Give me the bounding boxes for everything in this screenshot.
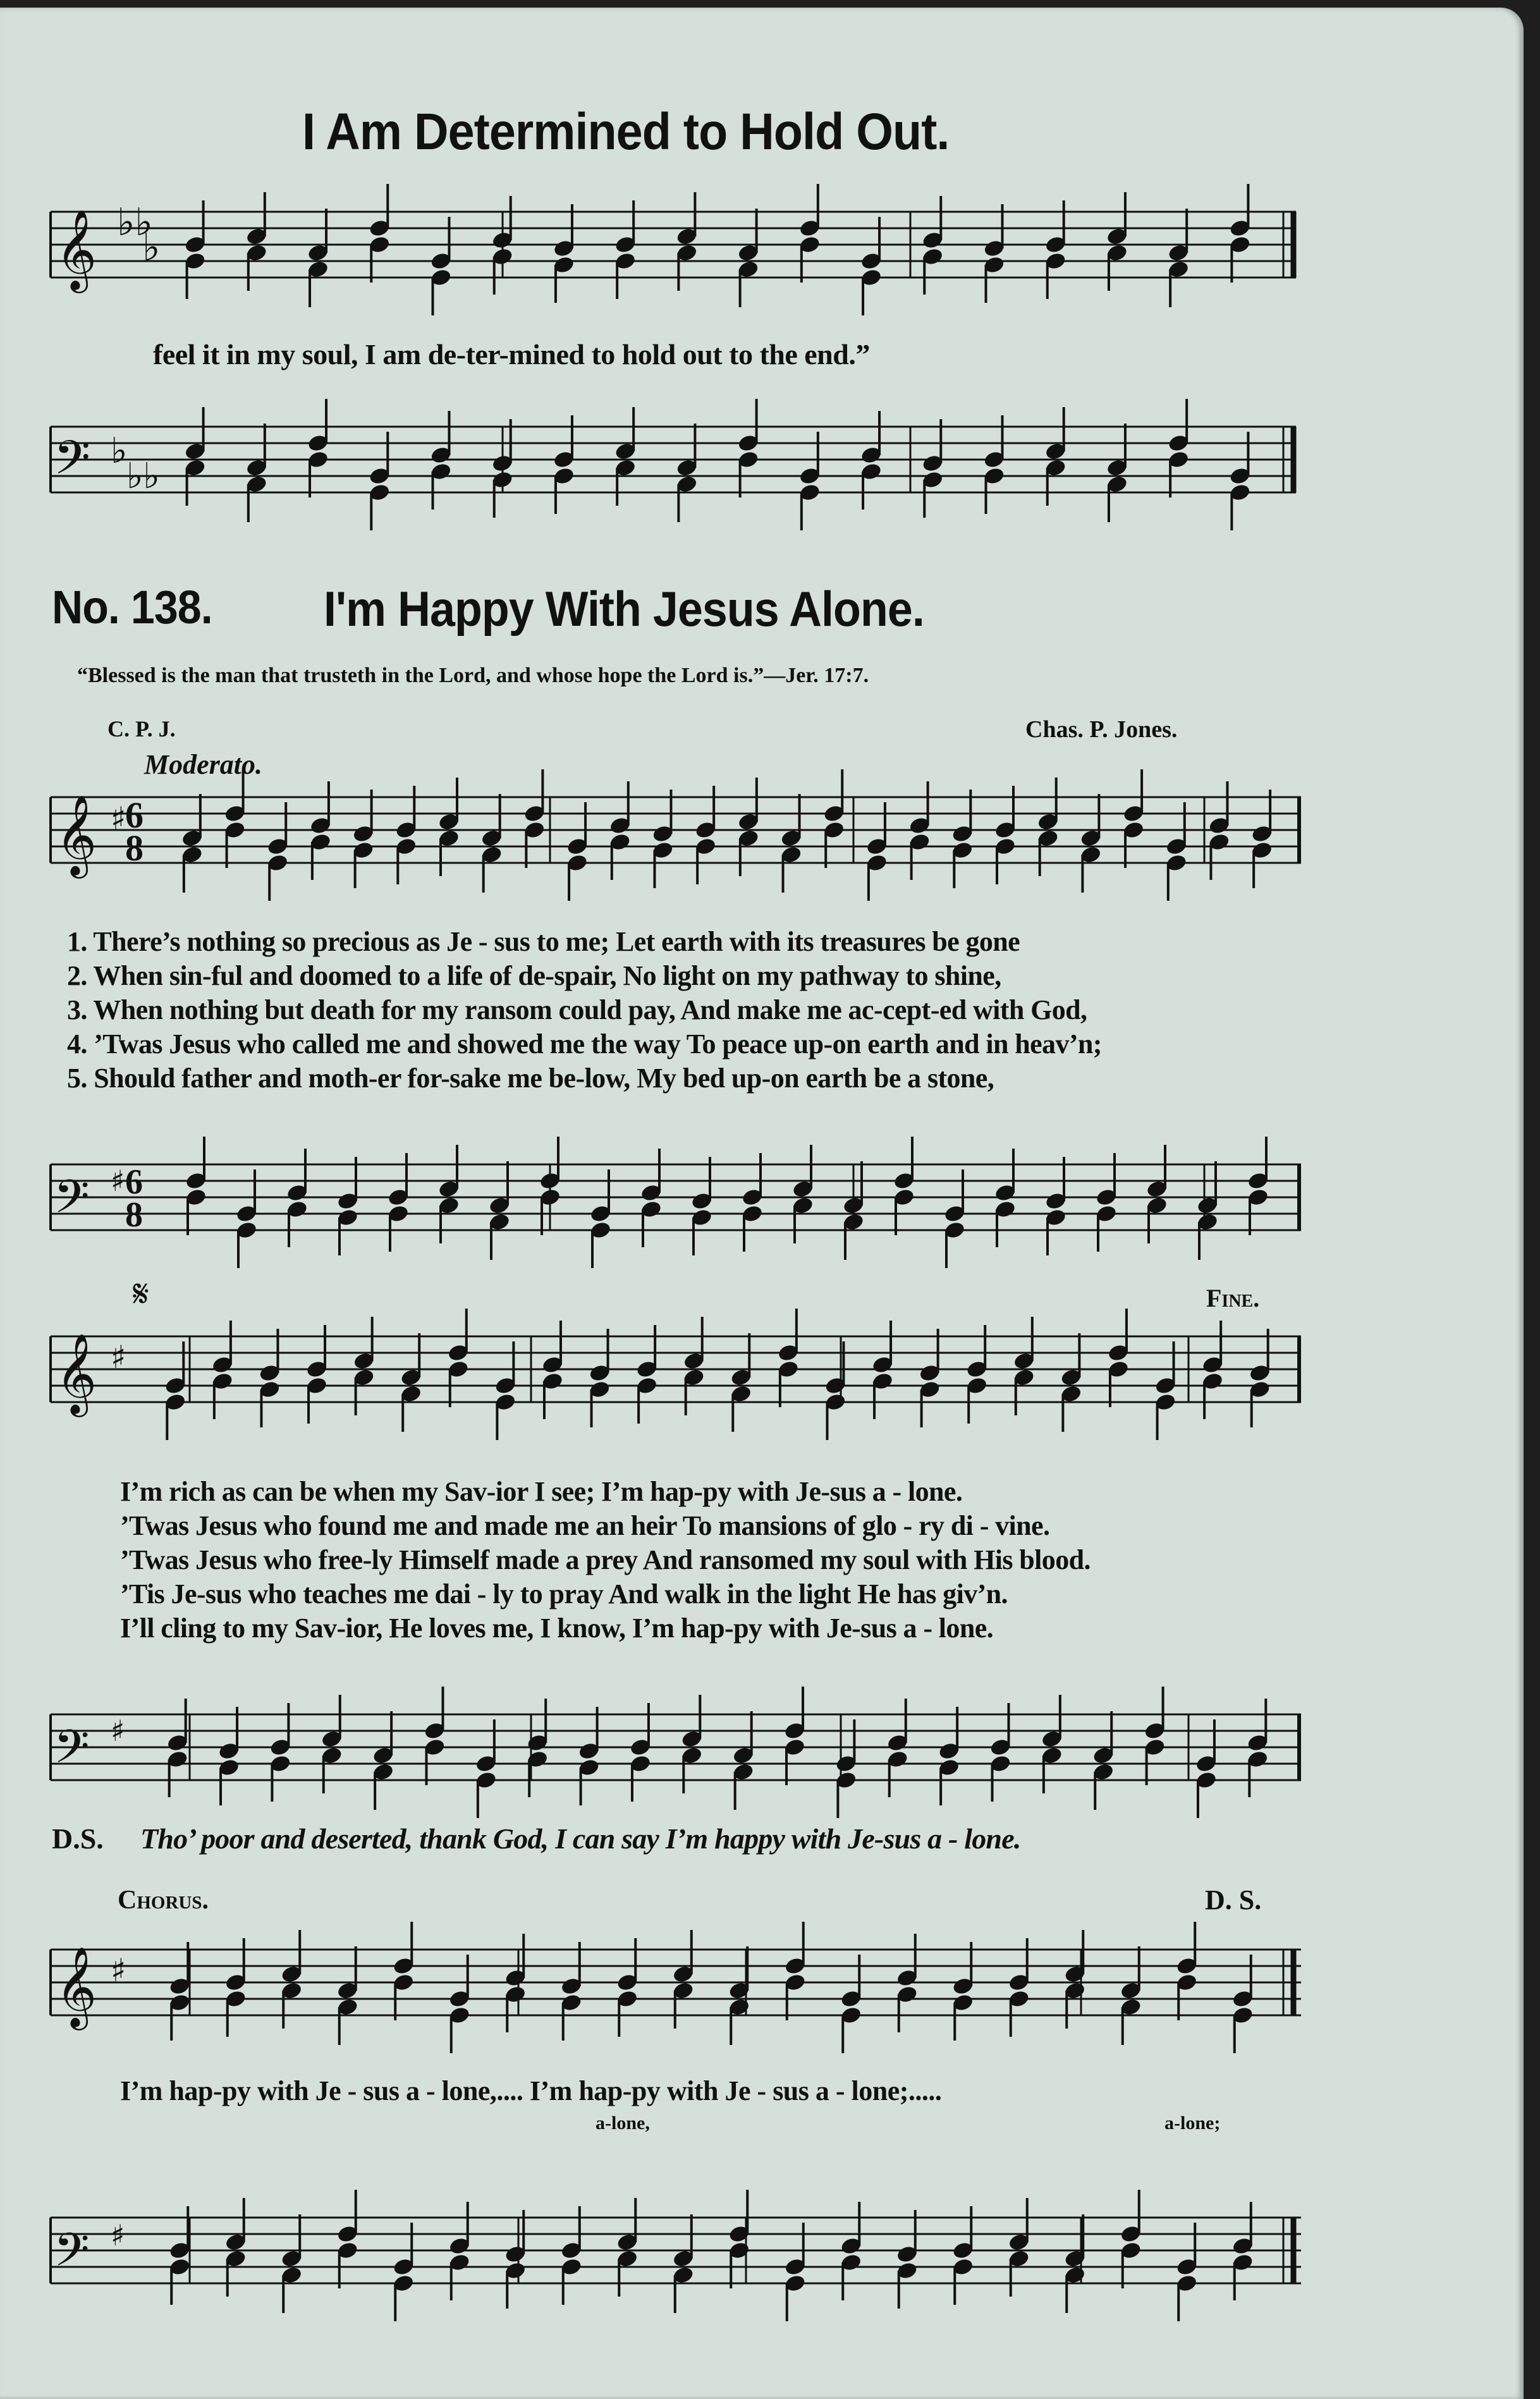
svg-text:♯: ♯ <box>111 1714 125 1748</box>
chorus-label: Chorus. <box>118 1886 209 1915</box>
svg-text:𝄢: 𝄢 <box>54 1719 90 1785</box>
svg-text:♭♭: ♭♭ <box>117 200 153 245</box>
verse-5-line-a: 5. Should father and moth-er for-sake me be-low, My bed up-on earth be a stone, <box>67 1063 994 1094</box>
time-signature-bottom-1: 8 <box>125 827 144 869</box>
ds-lyric: Tho’ poor and deserted, thank God, I can say I’m happy with Je-sus a - lone. <box>140 1822 1021 1855</box>
verse-3-line-b: ’Twas Jesus who free-ly Himself made a prey And ransomed my soul with His blood. <box>120 1544 1091 1575</box>
verse-2-line-a: 2. When sin-ful and doomed to a life of de-spair, No light on my pathway to shine, <box>67 960 1001 991</box>
svg-text:♯: ♯ <box>111 1952 126 1989</box>
chorus-lyrics: I’m hap-py with Je - sus a - lone,.... I’m hap-py with Je - sus a - lone;..... <box>120 2075 942 2106</box>
svg-text:♯: ♯ <box>111 800 126 837</box>
time-signature-top-2: 6 <box>125 1163 143 1202</box>
segno-sign: 𝄋 <box>133 1272 149 1316</box>
svg-text:♯: ♯ <box>111 2218 125 2252</box>
verse-4-line-a: 4. ’Twas Jesus who called me and showed me the way To peace up-on earth and in heav’n; <box>67 1029 1102 1059</box>
hymnal-page <box>0 8 1524 2399</box>
chorus-echo-1: a-lone, <box>596 2113 650 2133</box>
author-initials: C. P. J. <box>107 716 176 742</box>
svg-text:𝄢: 𝄢 <box>54 2223 90 2288</box>
svg-text:♭: ♭ <box>111 430 128 472</box>
verse-4-line-b: ’Tis Je-sus who teaches me dai - ly to pray And walk in the light He has giv’n. <box>120 1578 1008 1609</box>
ds-label: D.S. <box>52 1822 104 1855</box>
svg-text:𝄢: 𝄢 <box>54 1169 90 1235</box>
svg-text:𝄢: 𝄢 <box>54 430 90 497</box>
tempo-marking: Moderato. <box>144 749 262 780</box>
verse-1-line-a: 1. There’s nothing so precious as Je - sus to me; Let earth with its treasures be gone <box>67 926 1020 957</box>
time-signature-bottom-2: 8 <box>125 1195 143 1235</box>
top-song-closing-lyrics: feel it in my soul, I am de-ter-mined to hold out to the end.” <box>153 338 870 370</box>
music-notes-layer <box>0 8 1524 2399</box>
scripture-epigraph: “Blessed is the man that trusteth in the Lord, and whose hope the Lord is.”—Jer. 17:7. <box>77 664 869 687</box>
top-song-title: I Am Determined to Hold Out. <box>302 103 950 161</box>
svg-text:𝄞: 𝄞 <box>56 1946 97 2027</box>
chorus-ds-marking: D. S. <box>1205 1884 1262 1915</box>
verse-2-line-b: ’Twas Jesus who found me and made me an heir To mansions of glo - ry di - vine. <box>120 1510 1050 1541</box>
verse-3-line-a: 3. When nothing but death for my ransom could pay, And make me ac-cept-ed with God, <box>67 994 1087 1025</box>
fine-marking: Fine. <box>1206 1284 1260 1312</box>
svg-text:♭: ♭ <box>142 226 161 270</box>
time-signature-top-1: 6 <box>125 795 144 836</box>
svg-text:𝄞: 𝄞 <box>56 1333 97 1413</box>
verse-5-line-b: I’ll cling to my Sav-ior, He loves me, I know, I’m hap-py with Je-sus a - lone. <box>120 1613 994 1644</box>
composer-credit: Chas. P. Jones. <box>1025 716 1178 743</box>
verse-1-line-b: I’m rich as can be when my Sav-ior I see; I’m hap-py with Je-sus a - lone. <box>120 1476 963 1507</box>
hymn-number: No. 138. <box>52 581 212 633</box>
svg-text:♯: ♯ <box>111 1339 126 1376</box>
svg-text:♭♭: ♭♭ <box>126 456 160 497</box>
svg-text:♯: ♯ <box>111 1164 125 1198</box>
chorus-echo-2: a-lone; <box>1164 2113 1221 2133</box>
svg-text:𝄞: 𝄞 <box>56 794 97 875</box>
hymn-title: I'm Happy With Jesus Alone. <box>324 581 924 637</box>
svg-text:𝄞: 𝄞 <box>56 209 97 290</box>
